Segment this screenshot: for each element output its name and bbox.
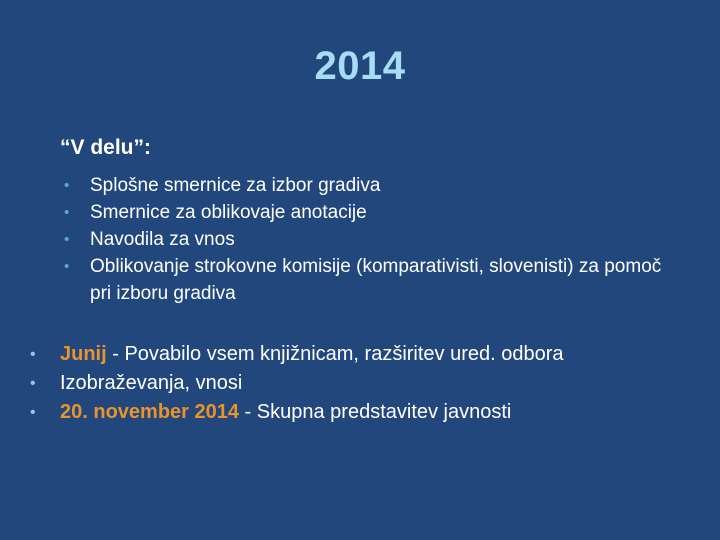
bullet-icon: •	[64, 177, 70, 194]
bullet-icon: •	[64, 204, 70, 221]
list-item	[64, 226, 684, 253]
list-item	[26, 340, 706, 369]
highlight-text: 20. november 2014	[60, 401, 239, 423]
section-heading	[36, 136, 151, 160]
sub-bullet-list	[64, 172, 684, 307]
bullet-icon: •	[30, 346, 36, 363]
list-item	[64, 253, 684, 307]
main-bullet-list	[26, 340, 706, 427]
list-item-text: - Skupna predstavitev javnosti	[239, 401, 512, 423]
slide-title: 2014	[314, 44, 406, 88]
bullet-icon: •	[30, 375, 36, 392]
list-item-text: Splošne smernice za izbor gradiva	[90, 175, 381, 196]
list-item	[64, 199, 684, 226]
list-item	[26, 398, 706, 427]
highlight-text: Junij	[60, 343, 107, 365]
section-heading-text: “V delu”:	[60, 136, 152, 159]
list-item	[26, 369, 706, 398]
bullet-icon: •	[64, 231, 70, 248]
list-item-text: Smernice za oblikovaje anotacije	[90, 202, 367, 223]
bullet-icon: •	[64, 258, 70, 275]
bullet-icon: •	[30, 404, 36, 421]
list-item-text: Izobraževanja, vnosi	[60, 372, 243, 394]
list-item	[64, 172, 684, 199]
list-item-text: Navodila za vnos	[90, 229, 235, 250]
list-item-text: - Povabilo vsem knjižnicam, razširitev ured. odbora	[106, 343, 564, 365]
list-item-text: Oblikovanje strokovne komisije (komparativisti, slovenisti) za pomoč pri izboru gradiva	[90, 256, 662, 304]
